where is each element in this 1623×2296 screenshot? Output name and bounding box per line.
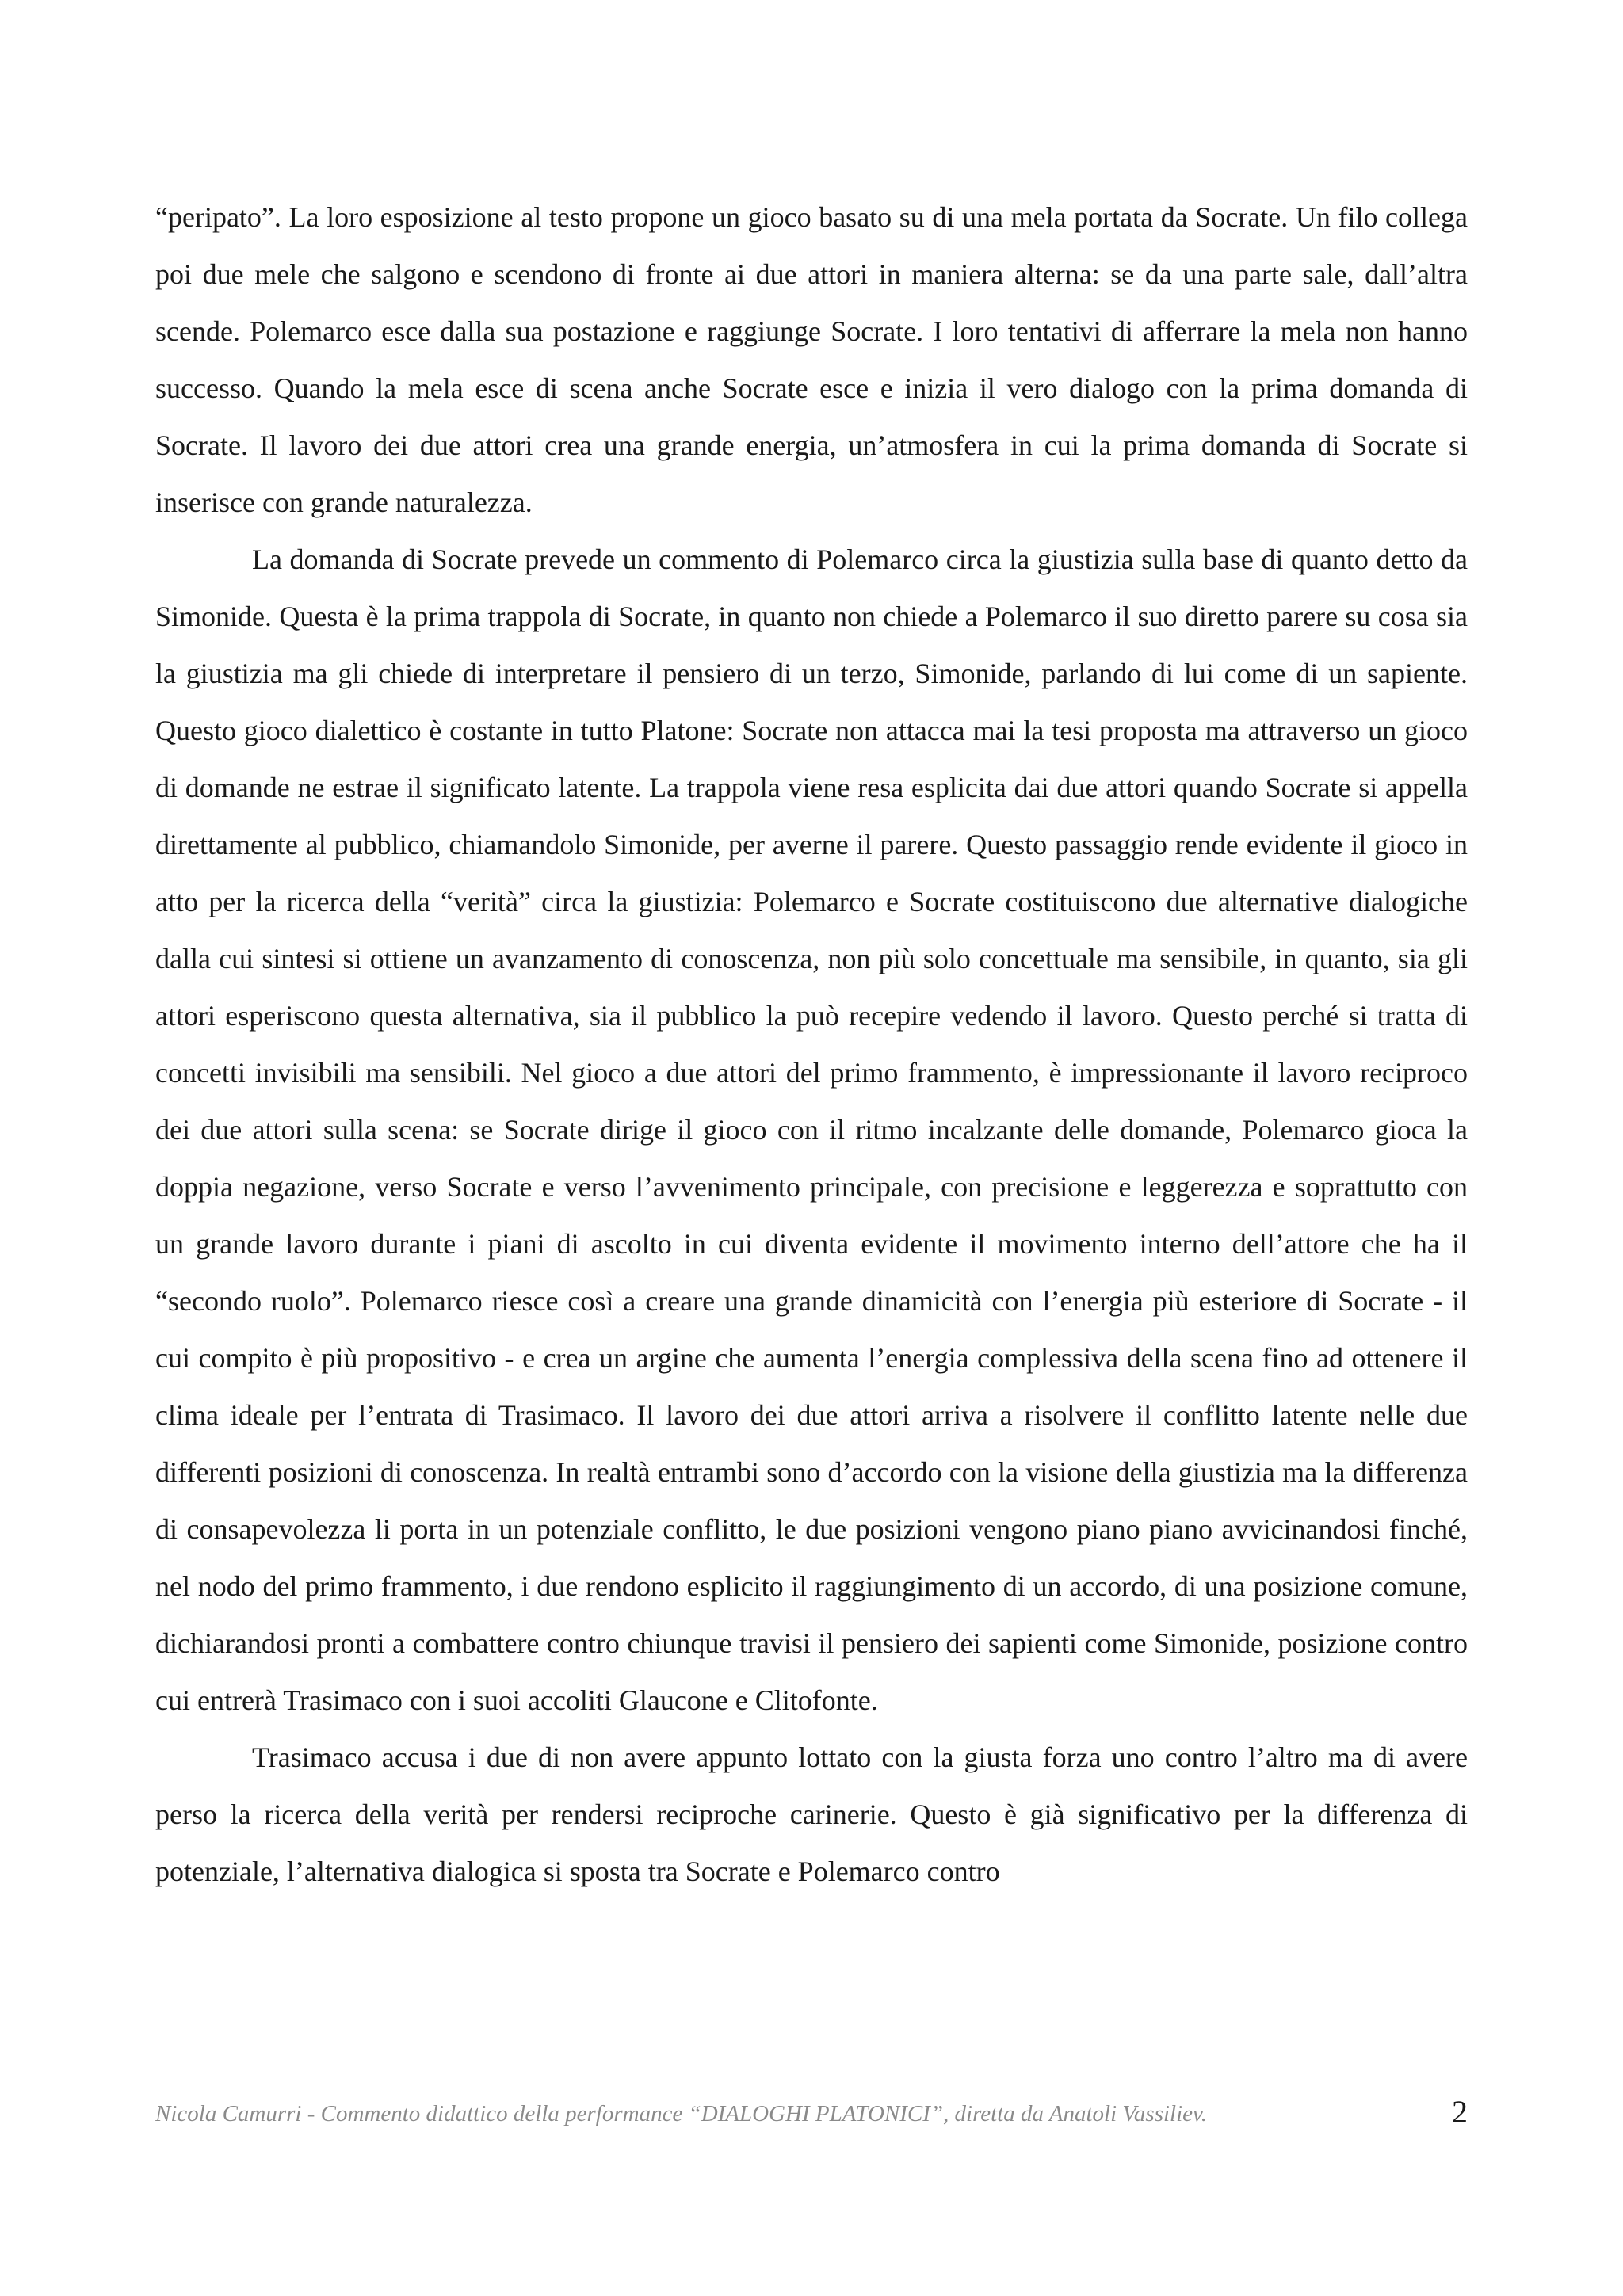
paragraph-2: La domanda di Socrate prevede un commento di Polemarco circa la giustizia sulla base di quanto detto da Simonide. Questa è la prima trappola di Socrate, in quanto non chiede a Polemarco il suo diretto parere su cosa sia la giustizia ma gli chiede di interpretare il pensiero di un terzo, Simonide, parlando di lui come di un sapiente. Questo gioco dialettico è costante in tutto Platone: Socrate non attacca mai la tesi proposta ma attraverso un gioco di domande ne estrae il significato latente. La trappola viene resa esplicita dai due attori quando Socrate si appella direttamente al pubblico, chiamandolo Simonide, per averne il parere. Questo passaggio rende evidente il gioco in atto per la ricerca della “verità” circa la giustizia: Polemarco e Socrate costituiscono due alternative dialogiche dalla cui sintesi si ottiene un avanzamento di conoscenza, non più solo concettuale ma sensibile, in quanto, sia gli attori esperiscono questa alternativa, sia il pubblico la può recepire vedendo il lavoro. Questo perché si tratta di concetti invisibili ma sensibili. Nel gioco a due attori del primo frammento, è impressionante il lavoro reciproco dei due attori sulla scena: se Socrate dirige il gioco con il ritmo incalzante delle domande, Polemarco gioca la doppia negazione, verso Socrate e verso l’avvenimento principale, con precisione e leggerezza e soprattutto con un grande lavoro durante i piani di ascolto in cui diventa evidente il movimento interno dell’attore che ha il “secondo ruolo”. Polemarco riesce così a creare una grande dinamicità con l’energia più esteriore di Socrate - il cui compito è più propositivo - e crea un argine che aumenta l’energia complessiva della scena fino ad ottenere il clima ideale per l’entrata di Trasimaco. Il lavoro dei due attori arriva a risolvere il conflitto latente nelle due differenti posizioni di conoscenza. In realtà entrambi sono d’accordo con la visione della giustizia ma la differenza di consapevolezza li porta in un potenziale conflitto, le due posizioni vengono piano piano avvicinandosi finché, nel nodo del primo frammento, i due rendono esplicito il raggiungimento di un accordo, di una posizione comune, dichiarandosi pronti a combattere contro chiunque travisi il pensiero dei sapienti come Simonide, posizione contro cui entrerà Trasimaco con i suoi accoliti Glaucone e Clitofonte. [155, 543, 1468, 1716]
body-text [155, 189, 1468, 1900]
footer-text: Nicola Camurri - Commento didattico della performance “DIALOGHI PLATONICI”, diretta da Anatoli Vassiliev. [155, 2101, 1207, 2126]
paragraph-1: “peripato”. La loro esposizione al testo propone un gioco basato su di una mela portata da Socrate. Un filo collega poi due mele che salgono e scendono di fronte ai due attori in maniera alterna: se da una parte sale, dall’altra scende. Polemarco esce dalla sua postazione e raggiunge Socrate. I loro tentativi di afferrare la mela non hanno successo. Quando la mela esce di scena anche Socrate esce e inizia il vero dialogo con la prima domanda di Socrate. Il lavoro dei due attori crea una grande energia, un’atmosfera in cui la prima domanda di Socrate si inserisce con grande naturalezza. [155, 201, 1468, 518]
page-footer [155, 2092, 1468, 2139]
page-number: 2 [1452, 2094, 1468, 2130]
paragraph-3: Trasimaco accusa i due di non avere appunto lottato con la giusta forza uno contro l’altro ma di avere perso la ricerca della verità per rendersi reciproche carinerie. Questo è già significativo per la differenza di potenziale, l’alternativa dialogica si sposta tra Socrate e Polemarco contro [155, 1741, 1468, 1887]
